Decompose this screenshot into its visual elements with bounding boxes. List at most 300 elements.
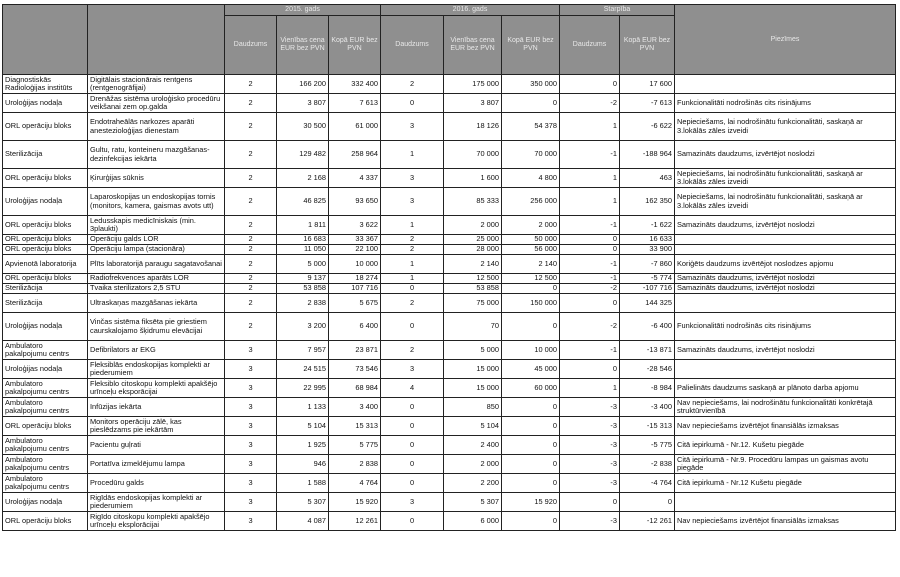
diff-qty-cell: 0 xyxy=(560,294,620,313)
table-row xyxy=(3,398,896,417)
unit-cell: Ambulatoro pakalpojumu centrs xyxy=(3,341,88,360)
qty-2015-cell: 2 xyxy=(225,141,277,169)
price-2015-cell: 46 825 xyxy=(277,188,329,216)
unit-cell: Uroloģijas nodaļa xyxy=(3,313,88,341)
diff-qty-cell: -1 xyxy=(560,216,620,235)
diff-qty-cell: -1 xyxy=(560,274,620,284)
unit-cell: Ambulatoro pakalpojumu centrs xyxy=(3,436,88,455)
qty-2015-cell: 2 xyxy=(225,216,277,235)
qty-2016-cell: 0 xyxy=(381,313,444,341)
diff-sum-cell: -4 764 xyxy=(620,474,675,493)
price-2016-cell: 5 307 xyxy=(444,493,502,512)
unit-cell: ORL operāciju bloks xyxy=(3,216,88,235)
total-2015-cell: 12 261 xyxy=(329,512,381,531)
qty-2016-cell: 3 xyxy=(381,113,444,141)
qty-2016-cell: 0 xyxy=(381,94,444,113)
qty-2015-cell: 3 xyxy=(225,417,277,436)
notes-cell: Koriģēts daudzums izvērtējot noslodzes apjomu xyxy=(675,255,896,274)
diff-qty-cell: -3 xyxy=(560,512,620,531)
total-2016-cell: 0 xyxy=(502,398,560,417)
unit-cell: Apvienotā laboratorija xyxy=(3,255,88,274)
qty-2015-cell: 3 xyxy=(225,379,277,398)
price-2015-cell: 129 482 xyxy=(277,141,329,169)
table-row xyxy=(3,235,896,245)
price-2016-cell: 175 000 xyxy=(444,75,502,94)
price-2016-cell: 15 000 xyxy=(444,360,502,379)
table-row xyxy=(3,94,896,113)
qty-2016-cell: 1 xyxy=(381,141,444,169)
qty-2016-cell: 3 xyxy=(381,360,444,379)
price-2015-cell: 53 858 xyxy=(277,284,329,294)
diff-sum-cell: -1 622 xyxy=(620,216,675,235)
total-2016-cell: 350 000 xyxy=(502,75,560,94)
unit-cell: ORL operāciju bloks xyxy=(3,113,88,141)
price-2016-cell: 53 858 xyxy=(444,284,502,294)
diff-sum-cell: -8 984 xyxy=(620,379,675,398)
qty-2015-cell: 2 xyxy=(225,284,277,294)
qty-2015-cell: 2 xyxy=(225,94,277,113)
header-price-2016: Vienības cena EUR bez PVN xyxy=(444,16,502,75)
total-2016-cell: 45 000 xyxy=(502,360,560,379)
header-price-2015: Vienības cena EUR bez PVN xyxy=(277,16,329,75)
total-2015-cell: 22 100 xyxy=(329,245,381,255)
header-total-2015: Kopā EUR bez PVN xyxy=(329,16,381,75)
notes-cell: Samazināts daudzums, izvērtējot noslodzi xyxy=(675,274,896,284)
diff-sum-cell: -107 716 xyxy=(620,284,675,294)
price-2015-cell: 1 133 xyxy=(277,398,329,417)
notes-cell: Nepieciešams, lai nodrošinātu funkcionalitāti, saskaņā ar 3.lokālās zāles izveidi xyxy=(675,113,896,141)
qty-2015-cell: 3 xyxy=(225,341,277,360)
diff-qty-cell: 0 xyxy=(560,235,620,245)
notes-cell: Funkcionalitāti nodrošinās cits risinājums xyxy=(675,94,896,113)
diff-qty-cell: 1 xyxy=(560,169,620,188)
total-2015-cell: 5 675 xyxy=(329,294,381,313)
diff-qty-cell: -2 xyxy=(560,284,620,294)
diff-sum-cell: -188 964 xyxy=(620,141,675,169)
qty-2015-cell: 2 xyxy=(225,294,277,313)
price-2016-cell: 12 500 xyxy=(444,274,502,284)
total-2015-cell: 23 871 xyxy=(329,341,381,360)
item-cell: Gultu, ratu, konteineru mazgāšanas-dezinfekcijas iekārta xyxy=(88,141,225,169)
qty-2015-cell: 2 xyxy=(225,313,277,341)
table-row xyxy=(3,455,896,474)
diff-qty-cell: 1 xyxy=(560,188,620,216)
qty-2016-cell: 3 xyxy=(381,493,444,512)
price-2015-cell: 2 168 xyxy=(277,169,329,188)
total-2015-cell: 3 400 xyxy=(329,398,381,417)
total-2015-cell: 68 984 xyxy=(329,379,381,398)
unit-cell: ORL operāciju bloks xyxy=(3,235,88,245)
total-2015-cell: 61 000 xyxy=(329,113,381,141)
total-2015-cell: 332 400 xyxy=(329,75,381,94)
item-cell: Ultraskaņas mazgāšanas iekārta xyxy=(88,294,225,313)
total-2015-cell: 7 613 xyxy=(329,94,381,113)
diff-sum-cell: -2 838 xyxy=(620,455,675,474)
qty-2015-cell: 3 xyxy=(225,436,277,455)
diff-qty-cell: -3 xyxy=(560,474,620,493)
header-item xyxy=(88,5,225,75)
total-2016-cell: 10 000 xyxy=(502,341,560,360)
price-2016-cell: 1 600 xyxy=(444,169,502,188)
price-2015-cell: 1 588 xyxy=(277,474,329,493)
price-2015-cell: 7 957 xyxy=(277,341,329,360)
notes-cell: Funkcionalitāti nodrošinās cits risinājums xyxy=(675,313,896,341)
total-2016-cell: 60 000 xyxy=(502,379,560,398)
price-2015-cell: 4 087 xyxy=(277,512,329,531)
diff-sum-cell: -3 400 xyxy=(620,398,675,417)
unit-cell: ORL operāciju bloks xyxy=(3,512,88,531)
diff-qty-cell: -3 xyxy=(560,455,620,474)
diff-sum-cell: -5 775 xyxy=(620,436,675,455)
total-2015-cell: 5 775 xyxy=(329,436,381,455)
diff-sum-cell: -12 261 xyxy=(620,512,675,531)
item-cell: Pacientu guļrati xyxy=(88,436,225,455)
unit-cell: Sterilizācija xyxy=(3,294,88,313)
price-2015-cell: 166 200 xyxy=(277,75,329,94)
total-2015-cell: 6 400 xyxy=(329,313,381,341)
diff-sum-cell: 0 xyxy=(620,493,675,512)
diff-qty-cell: -2 xyxy=(560,313,620,341)
qty-2015-cell: 2 xyxy=(225,274,277,284)
notes-cell: Citā iepirkumā - Nr.12 Kušetu piegāde xyxy=(675,474,896,493)
item-cell: Vinčas sistēma fiksēta pie griestiem caurskalojamo šķidrumu elevācijai xyxy=(88,313,225,341)
qty-2015-cell: 2 xyxy=(225,75,277,94)
item-cell: Ledusskapis medicīniskais (min. 3plaukti) xyxy=(88,216,225,235)
diff-sum-cell: -7 860 xyxy=(620,255,675,274)
qty-2016-cell: 0 xyxy=(381,512,444,531)
item-cell: Operāciju galds LOR xyxy=(88,235,225,245)
total-2016-cell: 54 378 xyxy=(502,113,560,141)
table-row xyxy=(3,141,896,169)
table-row xyxy=(3,294,896,313)
notes-cell xyxy=(675,360,896,379)
qty-2015-cell: 2 xyxy=(225,255,277,274)
total-2016-cell: 0 xyxy=(502,417,560,436)
total-2015-cell: 4 337 xyxy=(329,169,381,188)
item-cell: Ķirurģijas sūknis xyxy=(88,169,225,188)
total-2016-cell: 0 xyxy=(502,455,560,474)
diff-sum-cell: -15 313 xyxy=(620,417,675,436)
item-cell: Laparoskopijas un endoskopijas tornis (monitors, kamera, gaismas avots utt) xyxy=(88,188,225,216)
diff-qty-cell: -2 xyxy=(560,94,620,113)
item-cell: Portatīva izmeklējumu lampa xyxy=(88,455,225,474)
total-2015-cell: 15 313 xyxy=(329,417,381,436)
diff-qty-cell: 1 xyxy=(560,379,620,398)
diff-qty-cell: -3 xyxy=(560,436,620,455)
diff-sum-cell: 144 325 xyxy=(620,294,675,313)
item-cell: Radiofrekvences aparāts LOR xyxy=(88,274,225,284)
diff-qty-cell: -1 xyxy=(560,341,620,360)
notes-cell: Citā iepirkumā - Nr.12. Kušetu piegāde xyxy=(675,436,896,455)
total-2016-cell: 0 xyxy=(502,436,560,455)
total-2015-cell: 258 964 xyxy=(329,141,381,169)
unit-cell: ORL operāciju bloks xyxy=(3,417,88,436)
table-row xyxy=(3,188,896,216)
diff-qty-cell: -1 xyxy=(560,255,620,274)
price-2015-cell: 5 104 xyxy=(277,417,329,436)
total-2015-cell: 10 000 xyxy=(329,255,381,274)
price-2015-cell: 11 050 xyxy=(277,245,329,255)
diff-qty-cell: 0 xyxy=(560,75,620,94)
table-row xyxy=(3,417,896,436)
qty-2015-cell: 3 xyxy=(225,398,277,417)
total-2015-cell: 18 274 xyxy=(329,274,381,284)
header-qty-2016: Daudzums xyxy=(381,16,444,75)
price-2016-cell: 2 000 xyxy=(444,216,502,235)
qty-2015-cell: 3 xyxy=(225,512,277,531)
notes-cell: Palielināts daudzums saskaņā ar plānoto darba apjomu xyxy=(675,379,896,398)
qty-2015-cell: 3 xyxy=(225,455,277,474)
total-2015-cell: 4 764 xyxy=(329,474,381,493)
price-2015-cell: 946 xyxy=(277,455,329,474)
item-cell: Rigīdo citoskopu komplekti apakšējo urīnceļu eksplorācijai xyxy=(88,512,225,531)
qty-2016-cell: 4 xyxy=(381,379,444,398)
table-row xyxy=(3,512,896,531)
price-2015-cell: 3 807 xyxy=(277,94,329,113)
unit-cell: Ambulatoro pakalpojumu centrs xyxy=(3,455,88,474)
unit-cell: Diagnostiskās Radioloģijas institūts xyxy=(3,75,88,94)
total-2016-cell: 2 140 xyxy=(502,255,560,274)
table-row xyxy=(3,216,896,235)
price-2016-cell: 5 000 xyxy=(444,341,502,360)
notes-cell: Samazināts daudzums, izvērtējot noslodzi xyxy=(675,216,896,235)
header-group-2016: 2016. gads xyxy=(381,5,560,16)
price-2016-cell: 2 400 xyxy=(444,436,502,455)
diff-sum-cell: 33 900 xyxy=(620,245,675,255)
table-row xyxy=(3,341,896,360)
header-notes: Piezīmes xyxy=(675,5,896,75)
notes-cell: Citā iepirkumā - Nr.9. Procedūru lampas un gaismas avotu piegāde xyxy=(675,455,896,474)
total-2016-cell: 50 000 xyxy=(502,235,560,245)
price-2015-cell: 16 683 xyxy=(277,235,329,245)
qty-2016-cell: 2 xyxy=(381,294,444,313)
table-row xyxy=(3,75,896,94)
item-cell: Tvaika sterilizators 2,5 STU xyxy=(88,284,225,294)
unit-cell: ORL operāciju bloks xyxy=(3,169,88,188)
price-2016-cell: 18 126 xyxy=(444,113,502,141)
table-row xyxy=(3,113,896,141)
diff-qty-cell: -3 xyxy=(560,417,620,436)
table-row xyxy=(3,274,896,284)
unit-cell: ORL operāciju bloks xyxy=(3,274,88,284)
header-diff-qty: Daudzums xyxy=(560,16,620,75)
unit-cell: Uroloģijas nodaļa xyxy=(3,360,88,379)
header-total-2016: Kopā EUR bez PVN xyxy=(502,16,560,75)
item-cell: Endotraheālās narkozes aparāti anestezioloģijas dienestam xyxy=(88,113,225,141)
qty-2015-cell: 3 xyxy=(225,474,277,493)
qty-2016-cell: 2 xyxy=(381,341,444,360)
unit-cell: Uroloģijas nodaļa xyxy=(3,188,88,216)
total-2016-cell: 70 000 xyxy=(502,141,560,169)
qty-2016-cell: 1 xyxy=(381,255,444,274)
header-group-diff: Starpība xyxy=(560,5,675,16)
notes-cell: Nav nepieciešams izvērtējot finansiālās izmaksas xyxy=(675,512,896,531)
price-2016-cell: 15 000 xyxy=(444,379,502,398)
price-2016-cell: 85 333 xyxy=(444,188,502,216)
table-row xyxy=(3,245,896,255)
table-body xyxy=(3,75,896,531)
qty-2015-cell: 2 xyxy=(225,188,277,216)
notes-cell xyxy=(675,75,896,94)
table-row xyxy=(3,379,896,398)
notes-cell: Nepieciešams, lai nodrošinātu funkcionalitāti, saskaņā ar 3.lokālās zāles izveidi xyxy=(675,188,896,216)
notes-cell xyxy=(675,493,896,512)
total-2016-cell: 0 xyxy=(502,284,560,294)
diff-sum-cell: -6 400 xyxy=(620,313,675,341)
total-2015-cell: 33 367 xyxy=(329,235,381,245)
price-2015-cell: 3 200 xyxy=(277,313,329,341)
price-2016-cell: 75 000 xyxy=(444,294,502,313)
price-2015-cell: 2 838 xyxy=(277,294,329,313)
notes-cell xyxy=(675,245,896,255)
total-2016-cell: 2 000 xyxy=(502,216,560,235)
qty-2016-cell: 0 xyxy=(381,455,444,474)
price-2016-cell: 2 000 xyxy=(444,455,502,474)
unit-cell: Ambulatoro pakalpojumu centrs xyxy=(3,398,88,417)
price-2016-cell: 28 000 xyxy=(444,245,502,255)
item-cell: Operāciju lampa (stacionāra) xyxy=(88,245,225,255)
price-2015-cell: 9 137 xyxy=(277,274,329,284)
header-group-2015: 2015. gads xyxy=(225,5,381,16)
table-row xyxy=(3,474,896,493)
diff-sum-cell: -28 546 xyxy=(620,360,675,379)
unit-cell: Ambulatoro pakalpojumu centrs xyxy=(3,474,88,493)
notes-cell: Nav nepieciešams, lai nodrošinātu funkcionalitāti konkrētajā struktūrvienībā xyxy=(675,398,896,417)
qty-2015-cell: 2 xyxy=(225,113,277,141)
item-cell: Fleksiblās endoskopijas komplekti ar piederumiem xyxy=(88,360,225,379)
total-2016-cell: 56 000 xyxy=(502,245,560,255)
diff-qty-cell: 1 xyxy=(560,113,620,141)
total-2015-cell: 93 650 xyxy=(329,188,381,216)
total-2015-cell: 2 838 xyxy=(329,455,381,474)
unit-cell: Sterilizācija xyxy=(3,141,88,169)
qty-2016-cell: 1 xyxy=(381,274,444,284)
table-row xyxy=(3,436,896,455)
item-cell: Rigīdās endoskopijas komplekti ar piederumiem xyxy=(88,493,225,512)
item-cell: Procedūru galds xyxy=(88,474,225,493)
qty-2016-cell: 0 xyxy=(381,284,444,294)
unit-cell: ORL operāciju bloks xyxy=(3,245,88,255)
diff-sum-cell: -6 622 xyxy=(620,113,675,141)
price-2016-cell: 25 000 xyxy=(444,235,502,245)
unit-cell: Uroloģijas nodaļa xyxy=(3,493,88,512)
qty-2016-cell: 3 xyxy=(381,169,444,188)
qty-2016-cell: 2 xyxy=(381,235,444,245)
total-2016-cell: 0 xyxy=(502,313,560,341)
qty-2016-cell: 2 xyxy=(381,245,444,255)
total-2016-cell: 0 xyxy=(502,474,560,493)
qty-2015-cell: 2 xyxy=(225,235,277,245)
table-row xyxy=(3,284,896,294)
price-2016-cell: 2 200 xyxy=(444,474,502,493)
price-2016-cell: 2 140 xyxy=(444,255,502,274)
price-2016-cell: 850 xyxy=(444,398,502,417)
price-2015-cell: 22 995 xyxy=(277,379,329,398)
qty-2016-cell: 0 xyxy=(381,417,444,436)
total-2015-cell: 107 716 xyxy=(329,284,381,294)
diff-sum-cell: 17 600 xyxy=(620,75,675,94)
notes-cell: Samazināts daudzums, izvērtējot noslodzi xyxy=(675,141,896,169)
total-2016-cell: 15 920 xyxy=(502,493,560,512)
item-cell: Digitālais stacionārais rentgens (rentgenogrāfijai) xyxy=(88,75,225,94)
item-cell: Plīts laboratorijā paraugu sagatavošanai xyxy=(88,255,225,274)
diff-qty-cell: -1 xyxy=(560,141,620,169)
qty-2016-cell: 2 xyxy=(381,75,444,94)
table-row xyxy=(3,169,896,188)
total-2015-cell: 3 622 xyxy=(329,216,381,235)
price-2015-cell: 1 925 xyxy=(277,436,329,455)
diff-sum-cell: -5 774 xyxy=(620,274,675,284)
price-2016-cell: 5 104 xyxy=(444,417,502,436)
notes-cell: Samazināts daudzums, izvērtējot noslodzi xyxy=(675,341,896,360)
price-2015-cell: 30 500 xyxy=(277,113,329,141)
price-2016-cell: 3 807 xyxy=(444,94,502,113)
header-qty-2015: Daudzums xyxy=(225,16,277,75)
total-2015-cell: 73 546 xyxy=(329,360,381,379)
qty-2016-cell: 3 xyxy=(381,188,444,216)
qty-2015-cell: 2 xyxy=(225,245,277,255)
notes-cell: Samazināts daudzums, izvērtējot noslodzi xyxy=(675,284,896,294)
qty-2015-cell: 3 xyxy=(225,360,277,379)
notes-cell: Nav nepieciešams izvērtējot finansiālās izmaksas xyxy=(675,417,896,436)
total-2015-cell: 15 920 xyxy=(329,493,381,512)
header-diff-sum: Kopā EUR bez PVN xyxy=(620,16,675,75)
total-2016-cell: 150 000 xyxy=(502,294,560,313)
item-cell: Drenāžas sistēma uroloģisko procedūru veikšanai zem op.galda xyxy=(88,94,225,113)
price-2016-cell: 70 xyxy=(444,313,502,341)
table-row xyxy=(3,255,896,274)
diff-sum-cell: 463 xyxy=(620,169,675,188)
price-2015-cell: 1 811 xyxy=(277,216,329,235)
total-2016-cell: 0 xyxy=(502,512,560,531)
table-row xyxy=(3,493,896,512)
qty-2015-cell: 2 xyxy=(225,169,277,188)
item-cell: Monitors operāciju zālē, kas pieslēdzams pie iekārtām xyxy=(88,417,225,436)
diff-qty-cell: 0 xyxy=(560,493,620,512)
qty-2016-cell: 1 xyxy=(381,216,444,235)
price-2015-cell: 5 000 xyxy=(277,255,329,274)
price-2015-cell: 24 515 xyxy=(277,360,329,379)
notes-cell: Nepieciešams, lai nodrošinātu funkcionalitāti, saskaņā ar 3.lokālās zāles izveidi xyxy=(675,169,896,188)
header-unit xyxy=(3,5,88,75)
unit-cell: Ambulatoro pakalpojumu centrs xyxy=(3,379,88,398)
qty-2016-cell: 0 xyxy=(381,398,444,417)
diff-qty-cell: 0 xyxy=(560,245,620,255)
equipment-comparison-table xyxy=(2,4,896,531)
notes-cell xyxy=(675,294,896,313)
total-2016-cell: 12 500 xyxy=(502,274,560,284)
unit-cell: Sterilizācija xyxy=(3,284,88,294)
price-2015-cell: 5 307 xyxy=(277,493,329,512)
qty-2016-cell: 0 xyxy=(381,436,444,455)
notes-cell xyxy=(675,235,896,245)
table-row xyxy=(3,313,896,341)
total-2016-cell: 4 800 xyxy=(502,169,560,188)
diff-sum-cell: -13 871 xyxy=(620,341,675,360)
header-row-groups xyxy=(3,5,896,16)
diff-qty-cell: -3 xyxy=(560,398,620,417)
qty-2016-cell: 0 xyxy=(381,474,444,493)
item-cell: Infūzijas iekārta xyxy=(88,398,225,417)
price-2016-cell: 70 000 xyxy=(444,141,502,169)
total-2016-cell: 256 000 xyxy=(502,188,560,216)
diff-sum-cell: -7 613 xyxy=(620,94,675,113)
item-cell: Defibrilators ar EKG xyxy=(88,341,225,360)
table-row xyxy=(3,360,896,379)
diff-sum-cell: 16 633 xyxy=(620,235,675,245)
total-2016-cell: 0 xyxy=(502,94,560,113)
qty-2015-cell: 3 xyxy=(225,493,277,512)
